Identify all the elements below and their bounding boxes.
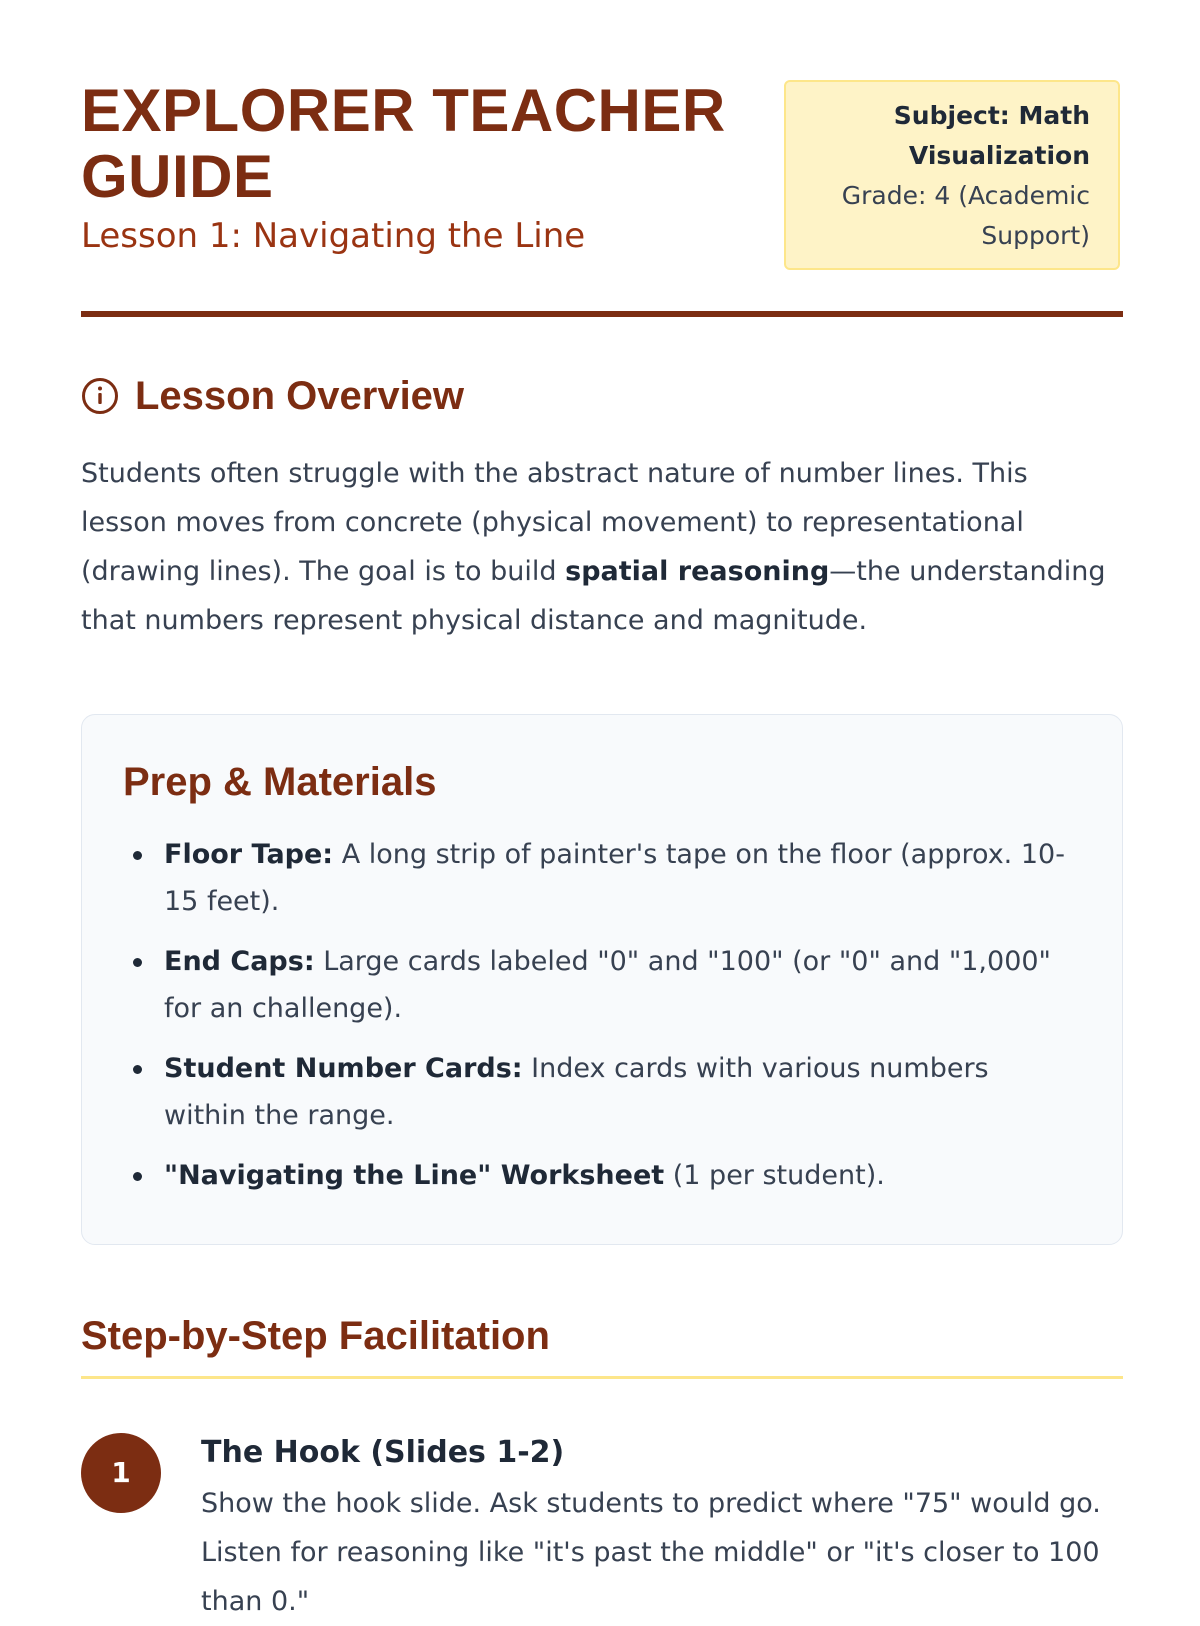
step-title: The Hook (Slides 1-2) <box>201 1435 565 1470</box>
title-block <box>81 78 761 258</box>
lesson-subtitle: Lesson 1: Navigating the Line <box>81 216 586 256</box>
step-number-badge: 1 <box>81 1433 161 1513</box>
material-text: A long strip of painter's tape on the floor (approx. 10-15 feet). <box>164 839 1065 917</box>
overview-text-emphasis: spatial reasoning <box>565 556 830 587</box>
header-divider <box>81 311 1123 317</box>
overview-paragraph <box>81 449 1121 645</box>
material-label: Floor Tape: <box>164 839 334 870</box>
prep-materials-box <box>81 714 1123 1245</box>
material-text: (1 per student). <box>664 1160 885 1191</box>
prep-materials-heading: Prep & Materials <box>123 760 437 804</box>
page-title: EXPLORER TEACHER GUIDE <box>81 77 726 210</box>
material-label: Student Number Cards: <box>164 1053 523 1084</box>
material-text: Large cards labeled "0" and "100" (or "0" and "1,000" for an challenge). <box>164 946 1051 1024</box>
material-label: "Navigating the Line" Worksheet <box>164 1160 665 1191</box>
lesson-meta-box <box>784 80 1120 270</box>
material-text: Index cards with various numbers within the range. <box>164 1053 989 1131</box>
list-item <box>164 831 1074 925</box>
overview-heading-label: Lesson Overview <box>135 374 465 418</box>
list-item <box>164 1045 1074 1139</box>
facilitation-heading: Step-by-Step Facilitation <box>81 1314 550 1358</box>
grade-label: Grade: 4 (Academic Support) <box>841 181 1090 250</box>
overview-text-start: Students often struggle with the abstract nature of number lines. This lesson moves from concrete (physical movement) to representational (drawing lines). The goal is to build <box>81 458 1028 587</box>
subject-label: Subject: Math Visualization <box>893 101 1090 170</box>
facilitation-divider <box>81 1376 1123 1379</box>
info-icon <box>81 377 119 415</box>
overview-text-end: —the understanding that numbers represent physical distance and magnitude. <box>81 556 1106 636</box>
material-label: End Caps: <box>164 946 315 977</box>
materials-list <box>164 831 1074 1212</box>
list-item <box>164 1152 1074 1199</box>
step-description: Show the hook slide. Ask students to predict where "75" would go. Listen for reasoning like "it's past the middle" or "it's closer to 100 than 0." <box>201 1488 1101 1617</box>
list-item <box>164 938 1074 1032</box>
lesson-overview-heading <box>81 372 464 420</box>
